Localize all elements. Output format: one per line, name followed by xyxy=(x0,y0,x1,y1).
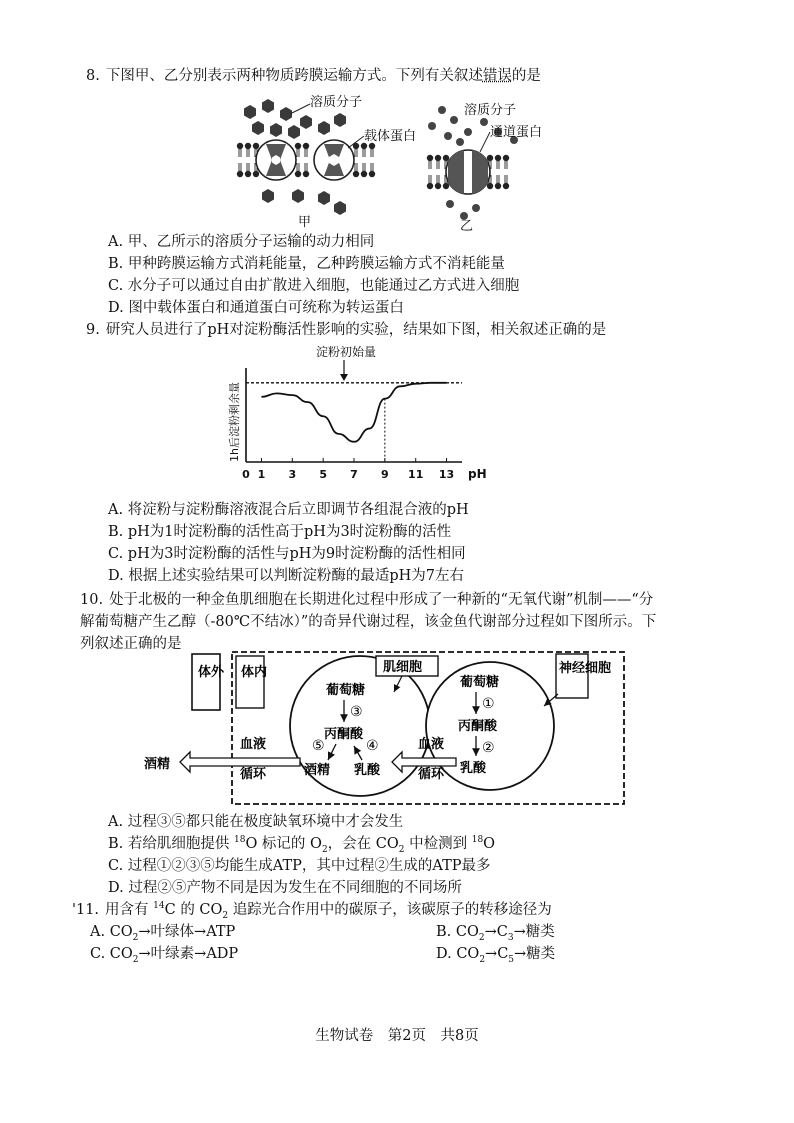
q10-number: 10. xyxy=(80,592,104,608)
inside-label: 体内 xyxy=(241,665,268,680)
metabolism-diagram xyxy=(140,648,640,808)
q9-option-d: D. 根据上述实验结果可以判断淀粉酶的最适pH为7左右 xyxy=(108,568,464,584)
q9-stem: 9. 研究人员进行了pH对淀粉酶活性影响的实验，结果如下图，相关叙述正确的是 xyxy=(86,322,607,338)
outside-box xyxy=(192,654,220,710)
q8-membrane-figure xyxy=(228,92,568,232)
q11-option-d: D. $CO_2\to C_5\to$糖类 xyxy=(436,946,556,965)
ph-chart xyxy=(222,344,487,488)
q8-stem: 8. 下图甲、乙分别表示两种物质跨膜运输方式。下列有关叙述错误的是 xyxy=(86,68,541,84)
q8-emphasis: 错误 xyxy=(482,68,512,84)
x-tick-label: 11 xyxy=(408,468,424,481)
q10-option-b: B. 若给肌细胞提供 $^{18}$O 标记的 $O_2$，会在 $CO_2$ 中检测到 $^{18}$O xyxy=(108,835,496,855)
q8-option-d: D. 图中载体蛋白和通道蛋白可统称为转运蛋白 xyxy=(108,300,404,316)
x-tick-label: 5 xyxy=(319,468,327,481)
chart-ylabel: 1h后淀粉剩余量 xyxy=(228,382,241,462)
blood-label-right: 血液 xyxy=(418,737,445,752)
muscle-glucose: 葡萄糖 xyxy=(326,683,366,698)
label-carrier-protein: 载体蛋白 xyxy=(364,129,417,144)
label-channel-protein: 通道蛋白 xyxy=(490,125,543,140)
q8-option-b: B. 甲种跨膜运输方式消耗能量，乙种跨膜运输方式不消耗能量 xyxy=(108,256,505,272)
ethanol-outside: 酒精 xyxy=(144,757,171,772)
q10-stem-line1: 10. 处于北极的一种金鱼肌细胞在长期进化过程中形成了一种新的“无氧代谢”机制——“分 xyxy=(80,592,654,608)
nerve-lactate: 乳酸 xyxy=(460,761,487,776)
q10-option-c: C. 过程①②③⑤均能生成ATP，其中过程②生成的ATP最多 xyxy=(108,858,491,874)
blood-label-left: 血液 xyxy=(240,737,267,752)
q10-option-a: A. 过程③⑤都只能在极度缺氧环境中才会发生 xyxy=(108,814,404,830)
q8-option-c: C. 水分子可以通过自由扩散进入细胞，也能通过乙方式进入细胞 xyxy=(108,278,520,294)
nerve-cell-label: 神经细胞 xyxy=(559,661,612,676)
q11-number: '11. xyxy=(72,902,100,918)
q11-option-c: C. $CO_2\to$叶绿素→ADP xyxy=(90,946,239,965)
carrier-protein-right xyxy=(314,140,354,180)
step-3-label: ③ xyxy=(350,704,363,720)
series-line-remaining-starch xyxy=(261,383,446,442)
page-footer: 生物试卷 第2页 共8页 xyxy=(315,1028,479,1044)
label-solute-right: 溶质分子 xyxy=(464,103,517,118)
muscle-pyruvate: 丙酮酸 xyxy=(324,727,364,742)
label-jia: 甲 xyxy=(298,215,312,230)
x-tick-label: 1 xyxy=(257,468,266,481)
q8-option-a: A. 甲、乙所示的溶质分子运输的动力相同 xyxy=(108,234,375,250)
q8-number: 8. xyxy=(86,68,100,84)
outside-label: 体外 xyxy=(198,665,225,680)
x-tick-label: 3 xyxy=(288,468,297,481)
step-5-label: ⑤ xyxy=(312,738,325,754)
q10-stem-line2: 解葡萄糖产生乙醇（-80℃不结冰）”的奇异代谢过程，该金鱼代谢部分过程如下图所示。下 xyxy=(80,614,657,630)
channel-protein xyxy=(446,150,490,194)
muscle-ethanol: 酒精 xyxy=(304,763,331,778)
x-tick-label: 7 xyxy=(350,468,358,481)
label-yi: 乙 xyxy=(460,219,474,234)
q9-option-c: C. pH为3时淀粉酶的活性与pH为9时淀粉酶的活性相同 xyxy=(108,546,466,562)
step-2-label: ② xyxy=(482,740,495,756)
annotation-arrowhead xyxy=(340,374,348,381)
q9-number: 9. xyxy=(86,322,100,338)
x-tick-label: 9 xyxy=(381,468,389,481)
inside-box xyxy=(236,656,264,708)
chart-annotation: 淀粉初始量 xyxy=(316,345,377,359)
q11-stem: '11. 用含有 $^{14}$C 的 $CO_2$ 追踪光合作用中的碳原子，该碳原子的转移途径为 xyxy=(72,901,552,921)
step-4-label: ④ xyxy=(366,738,379,754)
q10-stem-line3: 列叙述正确的是 xyxy=(80,636,182,652)
nerve-pyruvate: 丙酮酸 xyxy=(458,719,498,734)
q10-option-d: D. 过程②⑤产物不同是因为发生在不同细胞的不同场所 xyxy=(108,880,462,896)
nerve-glucose: 葡萄糖 xyxy=(460,675,500,690)
x-tick-label: 13 xyxy=(438,468,455,481)
muscle-cell-label: 肌细胞 xyxy=(383,660,423,675)
x-tick-label: 0 xyxy=(242,468,250,481)
q11-option-a: A. $CO_2\to$叶绿体→ATP xyxy=(90,924,236,943)
q11-option-b: B. $CO_2\to C_3\to$糖类 xyxy=(436,924,555,943)
q9-option-a: A. 将淀粉与淀粉酶溶液混合后立即调节各组混合液的pH xyxy=(108,502,469,518)
chart-xlabel: pH xyxy=(468,467,487,481)
label-solute-left: 溶质分子 xyxy=(310,95,363,110)
circulation-label-left: 循环 xyxy=(240,767,267,782)
circulation-label-right: 循环 xyxy=(418,767,445,782)
muscle-lactate: 乳酸 xyxy=(354,763,381,778)
carrier-protein-left xyxy=(256,140,296,180)
q9-option-b: B. pH为1时淀粉酶的活性高于pH为3时淀粉酶的活性 xyxy=(108,524,452,540)
step-1-label: ① xyxy=(482,696,495,712)
